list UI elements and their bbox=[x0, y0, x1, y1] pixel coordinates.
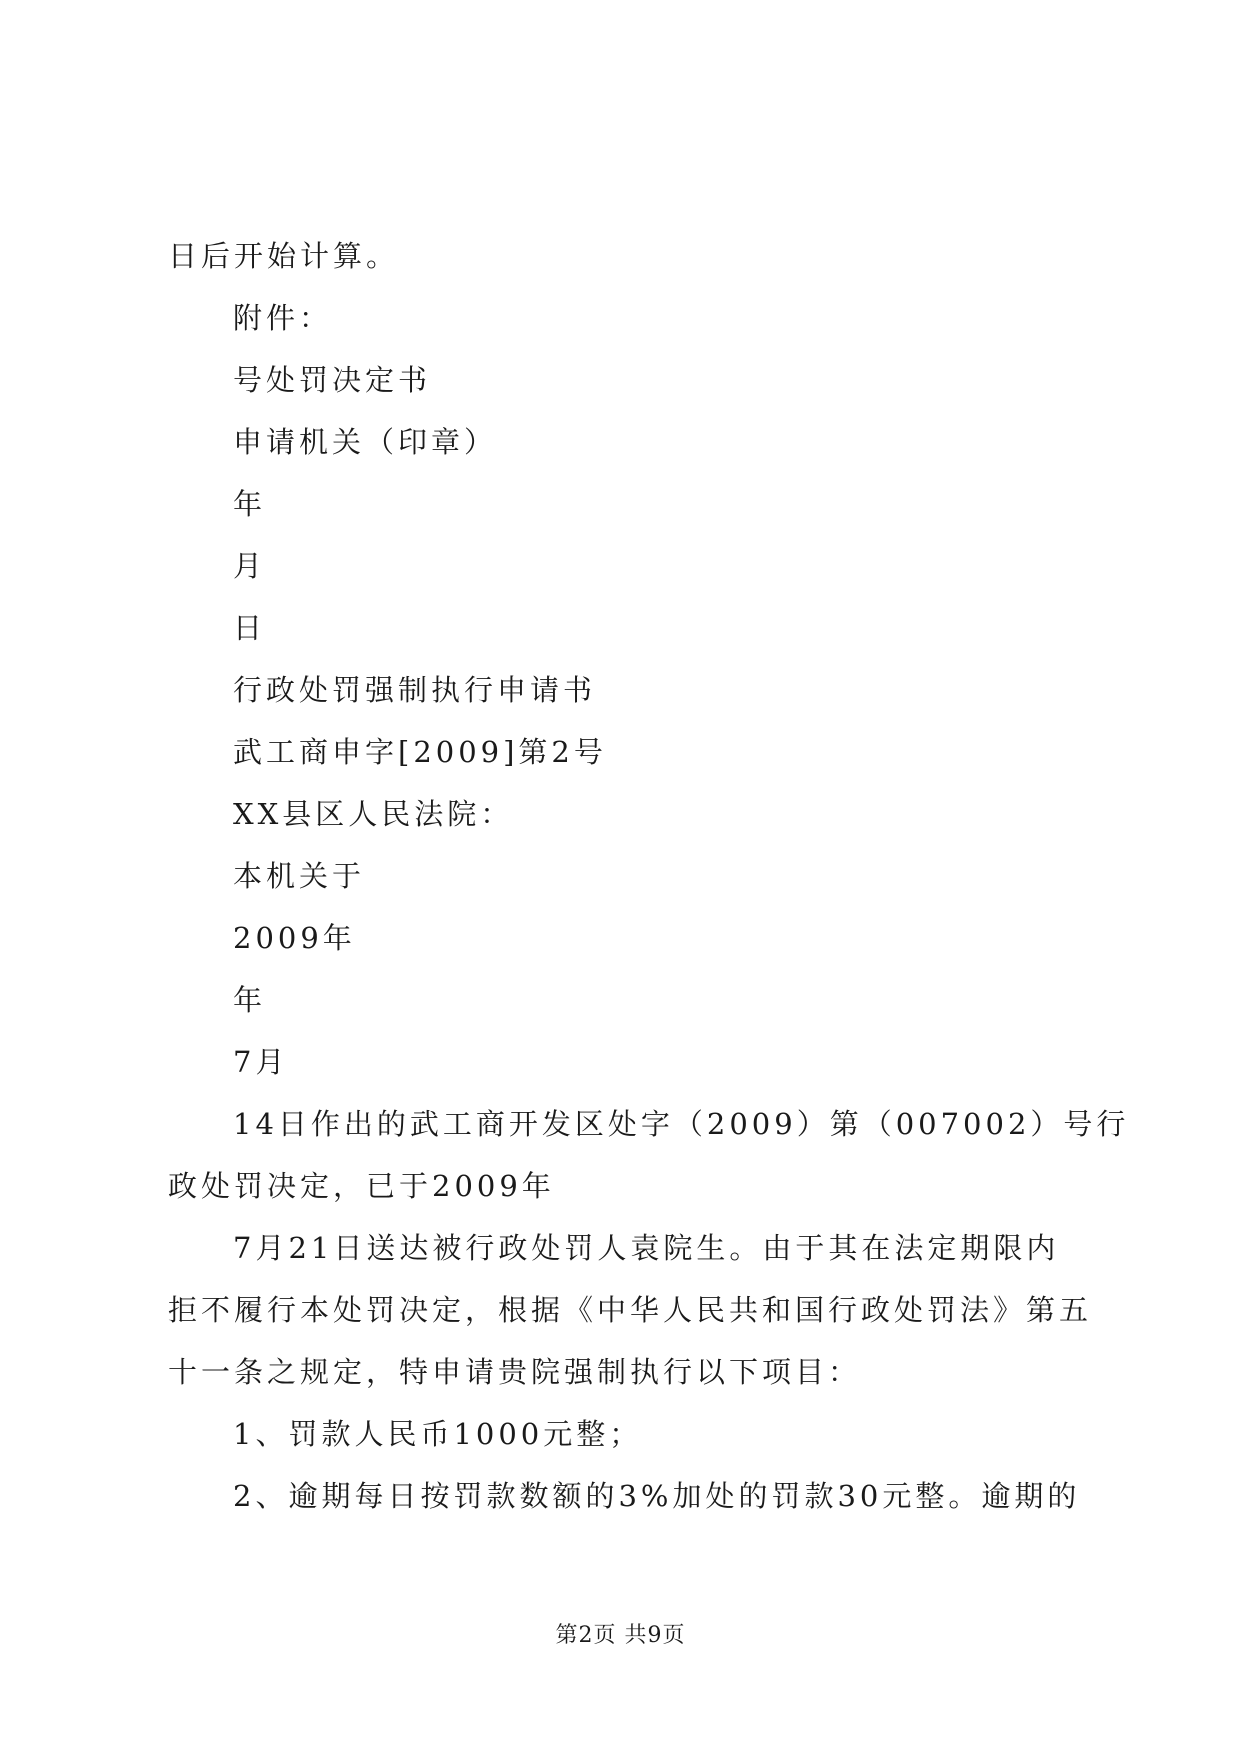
date-year-line: 年 bbox=[233, 487, 267, 521]
paragraph-line: 14日作出的武工商开发区处字（2009）第（007002）号行 bbox=[233, 1107, 1130, 1141]
paragraph-line: 十一条之规定，特申请贵院强制执行以下项目： bbox=[168, 1355, 862, 1389]
text-line: 2009年 bbox=[233, 921, 356, 955]
page-number-footer: 第2页 共9页 bbox=[555, 1623, 686, 1648]
list-item: 2、逾期每日按罚款数额的3%加处的罚款30元整。逾期的 bbox=[233, 1479, 1081, 1513]
document-title: 行政处罚强制执行申请书 bbox=[233, 673, 597, 707]
text-line: 日后开始计算。 bbox=[168, 239, 400, 273]
attachment-heading: 附件： bbox=[233, 301, 333, 335]
addressee: XX县区人民法院： bbox=[233, 797, 514, 831]
list-item: 1、罚款人民币1000元整； bbox=[233, 1417, 643, 1451]
text-line: 7月 bbox=[233, 1045, 289, 1079]
applicant-seal-line: 申请机关（印章） bbox=[233, 425, 498, 459]
text-line: 本机关于 bbox=[233, 859, 366, 893]
date-month-line: 月 bbox=[233, 549, 267, 583]
paragraph-line: 拒不履行本处罚决定，根据《中华人民共和国行政处罚法》第五 bbox=[168, 1293, 1093, 1327]
text-line: 号处罚决定书 bbox=[233, 363, 432, 397]
paragraph-line: 政处罚决定，已于2009年 bbox=[168, 1169, 555, 1203]
date-day-line: 日 bbox=[233, 611, 267, 645]
text-line: 年 bbox=[233, 983, 267, 1017]
paragraph-line: 7月21日送达被行政处罚人袁院生。由于其在法定期限内 bbox=[233, 1231, 1060, 1265]
document-number: 武工商申字[2009]第2号 bbox=[233, 735, 607, 769]
